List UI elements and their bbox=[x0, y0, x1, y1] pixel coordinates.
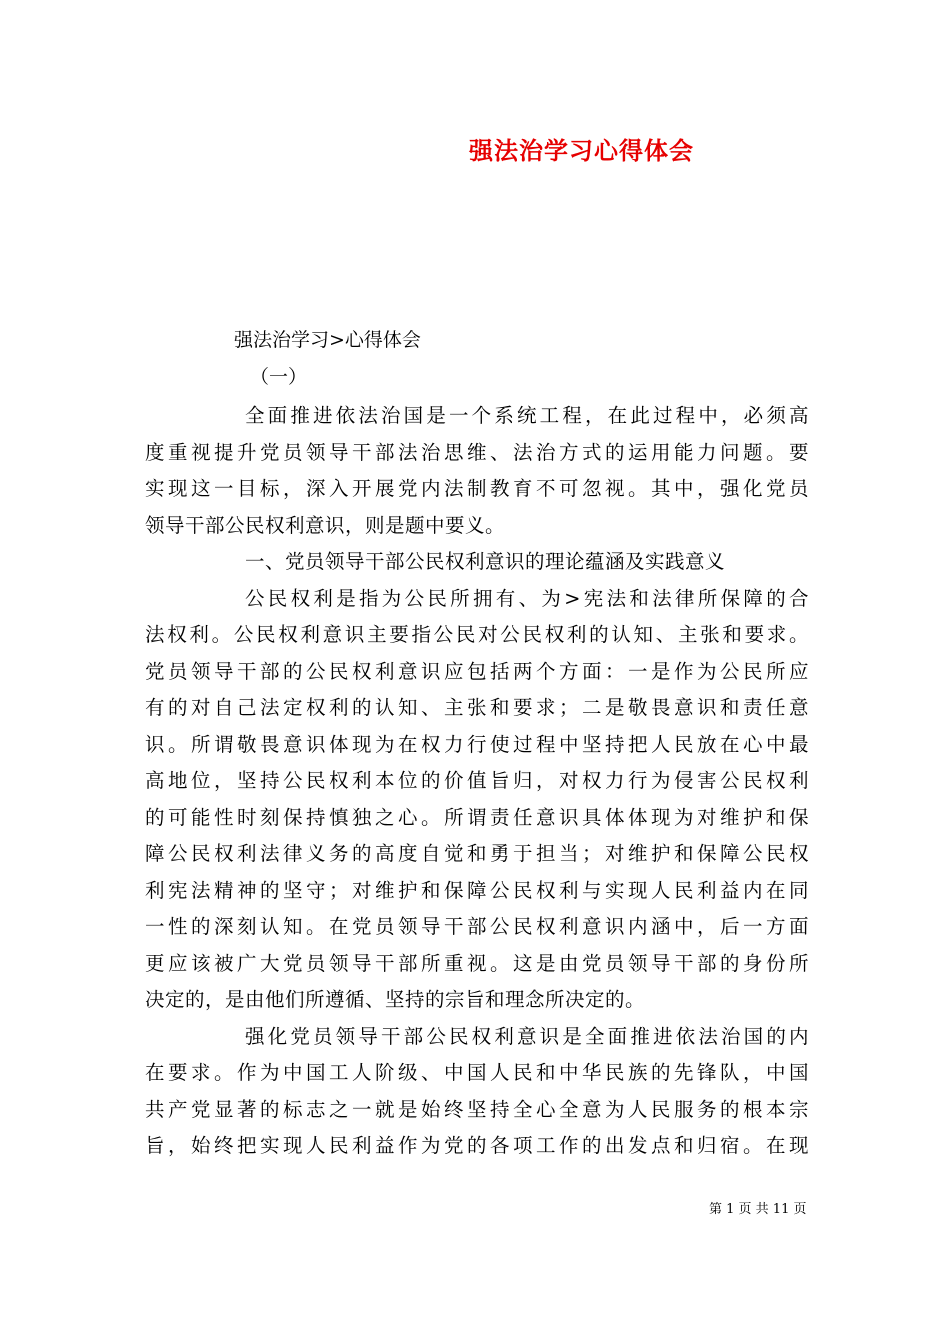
body-line: 障公民权利法律义务的高度自觉和勇于担当；对维护和保障公民权 bbox=[145, 842, 809, 865]
body-line: 有的对自己法定权利的认知、主张和要求；二是敬畏意识和责任意 bbox=[145, 696, 809, 719]
body-line: 利宪法精神的坚守；对维护和保障公民权利与实现人民利益内在同 bbox=[145, 878, 809, 902]
document-subtitle: 强法治学习>心得体会 bbox=[234, 329, 421, 351]
body-line: 一性的深刻认知。在党员领导干部公民权利意识内涵中，后一方面 bbox=[145, 915, 809, 938]
body-line: 旨，始终把实现人民利益作为党的各项工作的出发点和归宿。在现 bbox=[145, 1134, 809, 1157]
body-line: 决定的，是由他们所遵循、坚持的宗旨和理念所决定的。 bbox=[145, 988, 646, 1011]
body-line: 识。所谓敬畏意识体现为在权力行使过程中坚持把人民放在心中最 bbox=[145, 732, 809, 756]
document-title: 强法治学习心得体会 bbox=[469, 136, 694, 165]
body-line: 党员领导干部的公民权利意识应包括两个方面：一是作为公民所应 bbox=[145, 659, 809, 683]
section-heading: 一、党员领导干部公民权利意识的理论蕴涵及实践意义 bbox=[245, 550, 726, 573]
section-mark: （一） bbox=[250, 366, 308, 388]
body-line: 在要求。作为中国工人阶级、中国人民和中华民族的先锋队，中国 bbox=[145, 1061, 809, 1084]
body-line: 全面推进依法治国是一个系统工程，在此过程中，必须高 bbox=[245, 404, 809, 427]
body-line: 更应该被广大党员领导干部所重视。这是由党员领导干部的身份所 bbox=[145, 951, 809, 975]
body-line: 共产党显著的标志之一就是始终坚持全心全意为人民服务的根本宗 bbox=[145, 1097, 809, 1121]
body-line: 法权利。公民权利意识主要指公民对公民权利的认知、主张和要求。 bbox=[145, 623, 809, 646]
page-footer: 第 1 页 共 11 页 bbox=[709, 1202, 807, 1217]
body-line: 实现这一目标，深入开展党内法制教育不可忽视。其中，强化党员 bbox=[145, 477, 809, 500]
body-line: 的可能性时刻保持慎独之心。所谓责任意识具体体现为对维护和保 bbox=[145, 805, 809, 829]
body-line: 强化党员领导干部公民权利意识是全面推进依法治国的内 bbox=[245, 1024, 809, 1048]
body-line: 领导干部公民权利意识，则是题中要义。 bbox=[145, 513, 506, 537]
body-line: 公民权利是指为公民所拥有、为>宪法和法律所保障的合 bbox=[245, 586, 809, 610]
body-line: 高地位，坚持公民权利本位的价值旨归，对权力行为侵害公民权利 bbox=[145, 769, 809, 792]
body-line: 度重视提升党员领导干部法治思维、法治方式的运用能力问题。要 bbox=[145, 440, 809, 464]
document-body bbox=[145, 398, 809, 1165]
